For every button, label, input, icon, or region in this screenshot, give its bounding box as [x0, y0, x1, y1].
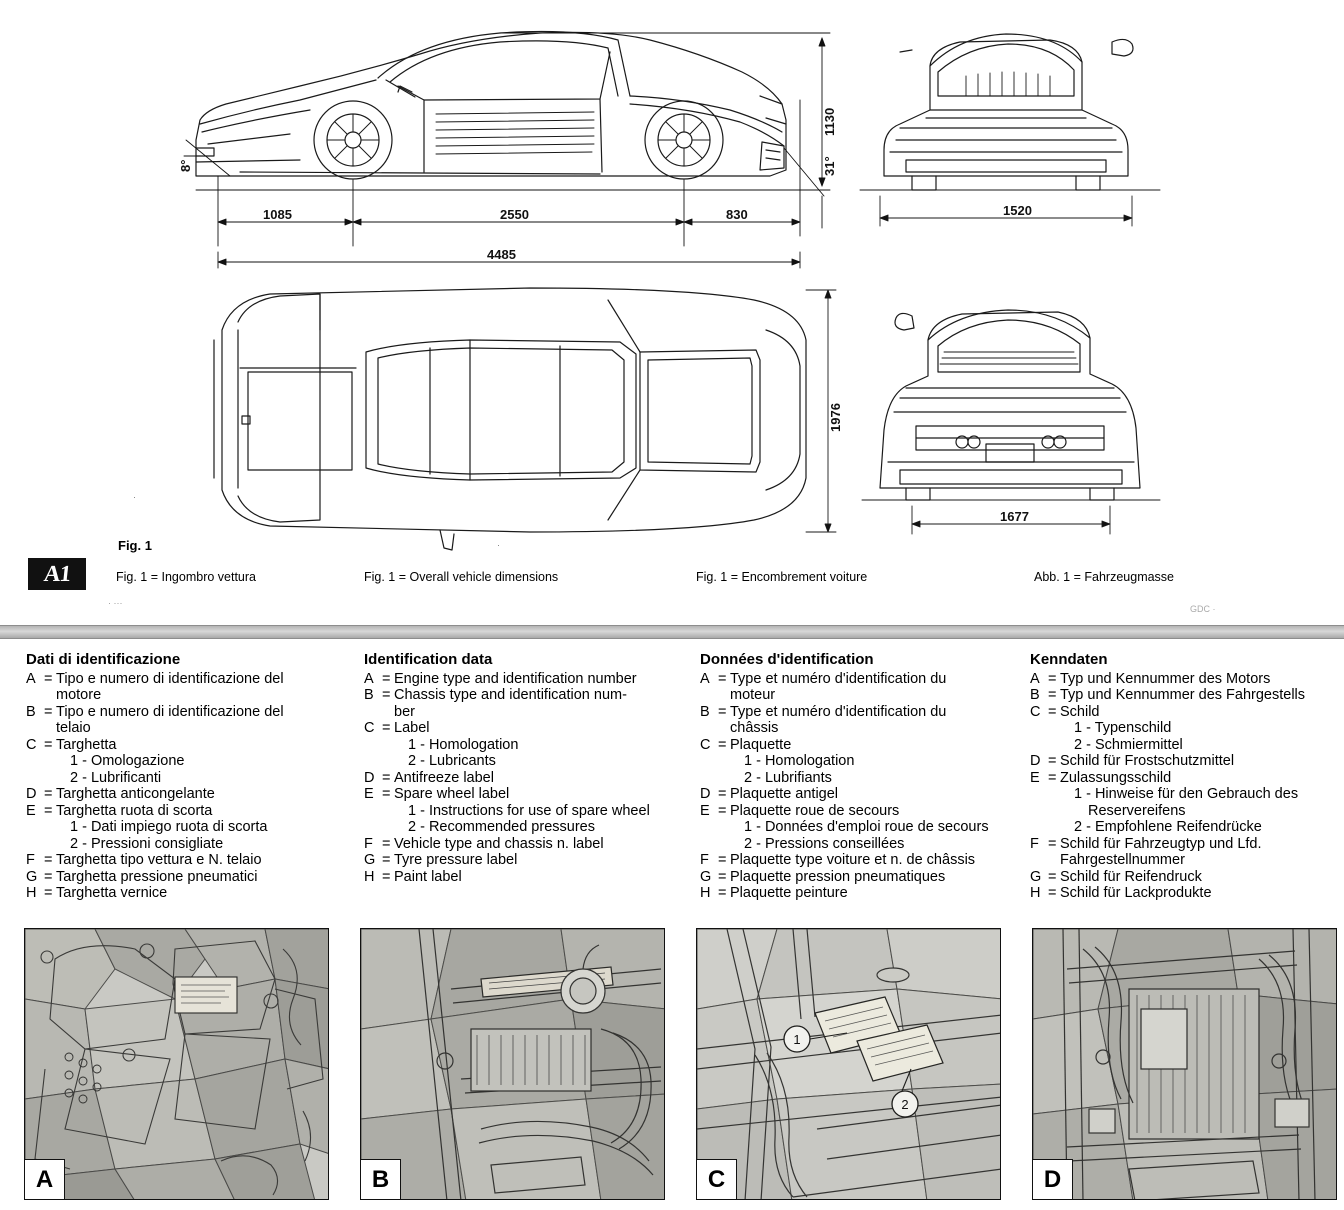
key-a-de: A	[1030, 670, 1040, 687]
section-divider	[0, 625, 1344, 639]
value-e2-de: 2 - Empfohlene Reifendrücke	[1074, 819, 1262, 835]
figure-caption-de: Abb. 1 = Fahrzeugmasse	[1034, 570, 1175, 584]
key-g-fr: G	[700, 868, 712, 885]
key-f-it: F	[26, 852, 35, 868]
value-c2-fr: 2 - Lubrifiants	[744, 769, 832, 786]
figure-caption-en: Fig. 1 = Overall vehicle dimensions	[364, 570, 559, 584]
column-title-fr: Données d'identification	[700, 651, 874, 668]
value-c1-en: 1 - Homologation	[408, 736, 519, 753]
value-e2-it: 2 - Pressioni consigliate	[70, 835, 224, 852]
value-b-de: Typ und Kennummer des Fahrgestells	[1060, 687, 1306, 703]
photo-panel-d	[1032, 928, 1337, 1200]
value-h-en: Paint label	[394, 868, 462, 885]
key-f-en: F	[364, 835, 373, 852]
value-c2-en: 2 - Lubricants	[408, 753, 496, 769]
smudge-mark-left: · ···	[108, 598, 123, 608]
dim-height: 1130	[822, 107, 837, 136]
dim-wheelbase: 2550	[500, 207, 529, 222]
dim-front-overhang: 1085	[263, 207, 292, 222]
dim-rear-overhang: 830	[726, 207, 748, 222]
eq-sign: =	[382, 786, 391, 802]
photo-d-drawing	[1033, 929, 1337, 1200]
eq-sign: =	[44, 703, 53, 720]
key-h-de: H	[1030, 885, 1041, 901]
dim-front-angle: 8°	[178, 159, 193, 172]
key-g-de: G	[1030, 868, 1042, 885]
print-mark-mid: ·	[497, 540, 500, 550]
eq-sign: =	[44, 852, 53, 868]
photo-panel-c	[696, 928, 1001, 1200]
value-e1-it: 1 - Dati impiego ruota di scorta	[70, 819, 268, 835]
value-d-it: Targhetta anticongelante	[56, 786, 215, 802]
photo-panels	[0, 928, 1344, 1210]
photo-panel-b	[360, 928, 665, 1200]
value-b-fr: Type et numéro d'identification du	[730, 703, 947, 720]
key-b-en: B	[364, 687, 374, 703]
value-a-it-cont: motore	[56, 687, 102, 703]
eq-sign: =	[44, 670, 53, 687]
column-title-en: Identification data	[364, 651, 493, 668]
key-d-fr: D	[700, 786, 711, 802]
value-e1-en: 1 - Instructions for use of spare wheel	[408, 802, 650, 819]
value-a-de: Typ und Kennummer des Motors	[1060, 670, 1271, 687]
eq-sign: =	[382, 670, 391, 687]
eq-sign: =	[1048, 885, 1057, 901]
value-f-de-cont: Fahrgestellnummer	[1060, 852, 1185, 868]
photo-label-d: D	[1033, 1159, 1073, 1199]
value-f-de: Schild für Fahrzeugtyp und Lfd.	[1060, 835, 1262, 852]
section-tag-label: A1	[42, 561, 72, 586]
photo-label-a: A	[25, 1159, 65, 1199]
dim-front-track: 1520	[1003, 203, 1032, 218]
photo-label-c: C	[697, 1159, 737, 1199]
callout-1: 1	[793, 1032, 801, 1047]
value-b-en: Chassis type and identification num-	[394, 687, 627, 703]
eq-sign: =	[44, 786, 53, 802]
value-b-it: Tipo e numero di identificazione del	[56, 703, 284, 720]
eq-sign: =	[1048, 835, 1057, 852]
value-c1-fr: 1 - Homologation	[744, 753, 855, 769]
value-h-de: Schild für Lackprodukte	[1060, 885, 1212, 901]
value-g-en: Tyre pressure label	[394, 852, 518, 868]
eq-sign: =	[1048, 769, 1057, 786]
value-b-en-cont: ber	[394, 703, 415, 720]
eq-sign: =	[1048, 868, 1057, 885]
column-italian	[26, 652, 342, 902]
value-c1-it: 1 - Omologazione	[70, 753, 185, 769]
key-d-it: D	[26, 786, 37, 802]
key-h-en: H	[364, 868, 375, 885]
value-e2-en: 2 - Recommended pressures	[408, 819, 595, 835]
key-e-en: E	[364, 786, 374, 802]
key-e-fr: E	[700, 802, 710, 819]
eq-sign: =	[382, 720, 391, 736]
print-mark-left: ·	[133, 492, 136, 502]
photo-label-b: B	[361, 1159, 401, 1199]
figure-caption-it: Fig. 1 = Ingombro vettura	[116, 570, 257, 584]
value-d-fr: Plaquette antigel	[730, 786, 839, 802]
key-g-en: G	[364, 852, 376, 868]
value-g-it: Targhetta pressione pneumatici	[56, 868, 258, 885]
eq-sign: =	[44, 868, 53, 885]
key-a-fr: A	[700, 670, 710, 687]
eq-sign: =	[382, 835, 391, 852]
key-b-it: B	[26, 703, 36, 720]
callout-2: 2	[901, 1097, 909, 1112]
value-f-it: Targhetta tipo vettura e N. telaio	[56, 852, 262, 868]
key-d-de: D	[1030, 753, 1041, 769]
value-a-fr: Type et numéro d'identification du	[730, 670, 947, 687]
value-h-fr: Plaquette peinture	[730, 885, 848, 901]
eq-sign: =	[1048, 670, 1057, 687]
key-c-it: C	[26, 736, 37, 753]
value-c-fr: Plaquette	[730, 736, 792, 753]
value-e-it: Targhetta ruota di scorta	[56, 802, 213, 819]
value-c-de: Schild	[1060, 703, 1100, 720]
value-e1-fr: 1 - Données d'emploi roue de secours	[744, 819, 989, 835]
dim-total-length: 4485	[487, 247, 516, 262]
value-a-en: Engine type and identification number	[394, 670, 637, 687]
eq-sign: =	[382, 868, 391, 885]
key-d-en: D	[364, 769, 375, 786]
value-d-de: Schild für Frostschutzmittel	[1060, 753, 1235, 769]
eq-sign: =	[1048, 753, 1057, 769]
eq-sign: =	[382, 852, 391, 868]
eq-sign: =	[718, 868, 727, 885]
key-a-it: A	[26, 670, 36, 687]
eq-sign: =	[1048, 687, 1057, 703]
eq-sign: =	[1048, 703, 1057, 720]
eq-sign: =	[44, 736, 53, 753]
figure-caption-fr: Fig. 1 = Encombrement voiture	[696, 570, 868, 584]
eq-sign: =	[718, 852, 727, 868]
column-title-it: Dati di identificazione	[26, 651, 181, 668]
key-f-fr: F	[700, 852, 709, 868]
photo-panel-a	[24, 928, 329, 1200]
key-h-fr: H	[700, 885, 711, 901]
photo-b-drawing	[361, 929, 665, 1200]
value-e-fr: Plaquette roue de secours	[730, 802, 900, 819]
key-e-it: E	[26, 802, 36, 819]
figure-number: Fig. 1	[118, 538, 152, 553]
key-b-fr: B	[700, 703, 710, 720]
value-f-en: Vehicle type and chassis n. label	[394, 835, 604, 852]
key-c-fr: C	[700, 736, 711, 753]
eq-sign: =	[382, 687, 391, 703]
value-c-it: Targhetta	[56, 736, 117, 753]
key-c-en: C	[364, 720, 375, 736]
photo-a-drawing	[25, 929, 329, 1200]
eq-sign: =	[718, 786, 727, 802]
value-e-de: Zulassungsschild	[1060, 769, 1172, 786]
value-g-fr: Plaquette pression pneumatiques	[730, 868, 946, 885]
eq-sign: =	[718, 703, 727, 720]
eq-sign: =	[718, 736, 727, 753]
value-h-it: Targhetta vernice	[56, 885, 168, 901]
value-c2-it: 2 - Lubrificanti	[70, 769, 162, 786]
value-c1-de: 1 - Typenschild	[1074, 720, 1172, 736]
photo-c-drawing	[697, 929, 1001, 1200]
value-f-fr: Plaquette type voiture et n. de châssis	[730, 852, 976, 868]
column-german	[1030, 652, 1330, 902]
eq-sign: =	[718, 670, 727, 687]
value-g-de: Schild für Reifendruck	[1060, 868, 1202, 885]
value-e-en: Spare wheel label	[394, 786, 510, 802]
identification-data-block	[0, 652, 1344, 922]
value-d-en: Antifreeze label	[394, 769, 494, 786]
key-b-de: B	[1030, 687, 1040, 703]
eq-sign: =	[718, 885, 727, 901]
column-english	[364, 652, 694, 885]
value-e1-de: 1 - Hinweise für den Gebrauch des	[1074, 786, 1299, 802]
column-french	[700, 652, 1022, 902]
key-a-en: A	[364, 670, 374, 687]
key-h-it: H	[26, 885, 37, 901]
dim-overall-width: 1976	[828, 403, 843, 432]
value-c-en: Label	[394, 720, 430, 736]
smudge-mark-right: GDC ·	[1190, 604, 1216, 614]
value-c2-de: 2 - Schmiermittel	[1074, 736, 1183, 753]
key-f-de: F	[1030, 835, 1039, 852]
key-g-it: G	[26, 868, 38, 885]
column-title-de: Kenndaten	[1030, 651, 1108, 668]
eq-sign: =	[44, 802, 53, 819]
value-a-fr-cont: moteur	[730, 687, 776, 703]
value-b-it-cont: telaio	[56, 720, 91, 736]
value-b-fr-cont: châssis	[730, 720, 779, 736]
eq-sign: =	[382, 769, 391, 786]
eq-sign: =	[44, 885, 53, 901]
eq-sign: =	[718, 802, 727, 819]
key-c-de: C	[1030, 703, 1041, 720]
value-e1-de-cont: Reservereifens	[1088, 802, 1186, 819]
value-e2-fr: 2 - Pressions conseillées	[744, 835, 905, 852]
dim-rear-track: 1677	[1000, 509, 1029, 524]
value-a-it: Tipo e numero di identificazione del	[56, 670, 284, 687]
key-e-de: E	[1030, 769, 1040, 786]
dim-rear-angle: 31°	[822, 156, 837, 176]
section-tag-a1	[28, 558, 86, 590]
